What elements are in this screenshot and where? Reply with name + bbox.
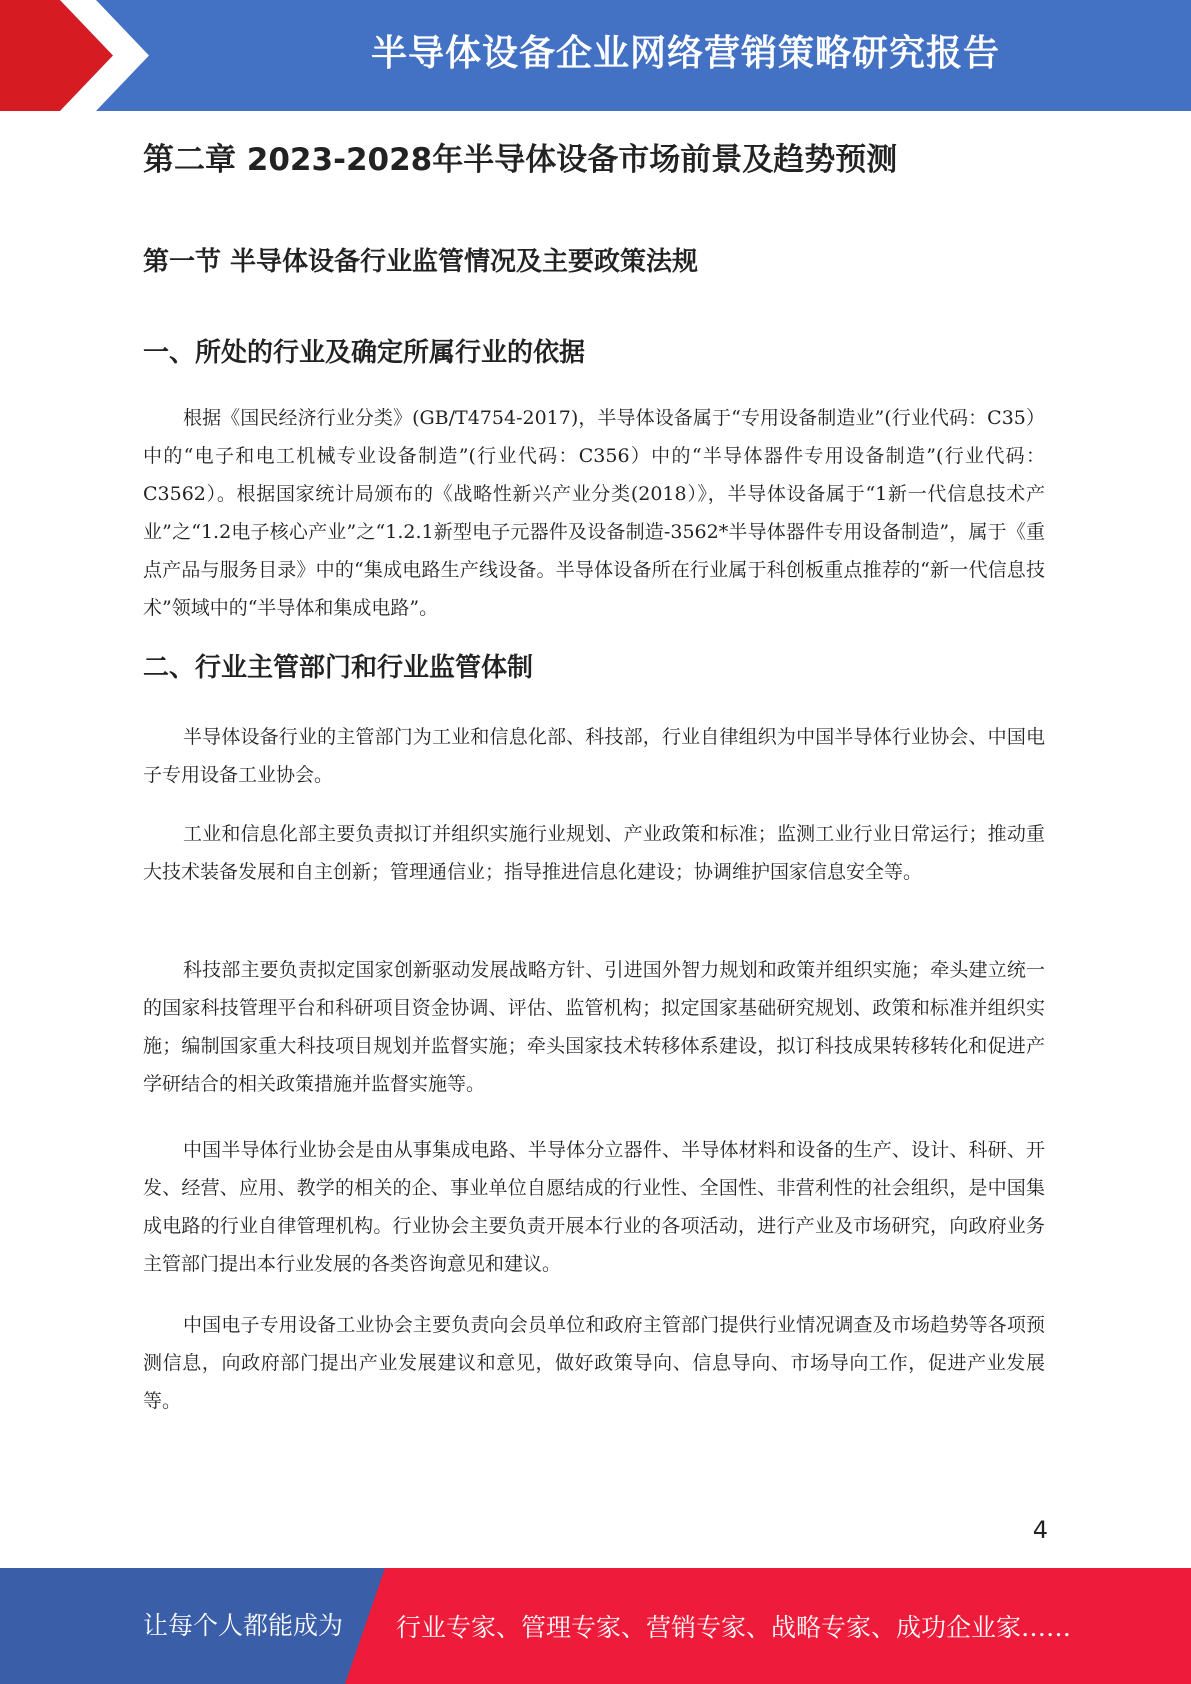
- section-title: 第一节 半导体设备行业监管情况及主要政策法规: [143, 247, 699, 277]
- page-footer: [0, 1568, 1191, 1684]
- subsection-title-1: 一、所处的行业及确定所属行业的依据: [143, 338, 586, 368]
- paragraph-miit: 工业和信息化部主要负责拟订并组织实施行业规划、产业政策和标准；监测工业行业日常运行；推动重大技术装备发展和自主创新；管理通信业；指导推进信息化建设；协调维护国家信息安全等。: [143, 823, 1045, 883]
- page-number: 4: [1032, 1516, 1048, 1544]
- report-title: 半导体设备企业网络营销策略研究报告: [370, 33, 1000, 74]
- chevron-arrow-icon: [0, 0, 160, 111]
- paragraph-industry-classification: 根据《国民经济行业分类》(GB/T4754-2017)，半导体设备属于“专用设备制造业”(行业代码：C35）中的“电子和电工机械专业设备制造”(行业代码：C356）中的“半导体器件专用设备制造”(行业代码：C3562）。根据国家统计局颁布的《战略性新兴产业分类(2018）》，半导体设备属于“1新一代信息技术产业”之“1.2电子核心产业”之“1.2.1新型电子元器件及设备制造-3562*半导体器件专用设备制造”，属于《重点产品与服务目录》中的“集成电路生产线设备。半导体设备所在行业属于科创板重点推荐的“新一代信息技术”领域中的“半导体和集成电路”。: [143, 407, 1045, 619]
- chapter-title: 第二章 2023-2028年半导体设备市场前景及趋势预测: [143, 142, 898, 178]
- paragraph-cepea: 中国电子专用设备工业协会主要负责向会员单位和政府主管部门提供行业情况调查及市场趋势等各项预测信息，向政府部门提出产业发展建议和意见，做好政策导向、信息导向、市场导向工作，促进产业发展等。: [143, 1314, 1045, 1412]
- subsection-title-2: 二、行业主管部门和行业监管体制: [143, 653, 534, 683]
- footer-slogan-left: 让每个人都能成为: [143, 1611, 344, 1640]
- page-header: [0, 0, 1191, 111]
- paragraph-csia: 中国半导体行业协会是由从事集成电路、半导体分立器件、半导体材料和设备的生产、设计、科研、开发、经营、应用、教学的相关的企、事业单位自愿结成的行业性、全国性、非营利性的社会组织，是中国集成电路的行业自律管理机构。行业协会主要负责开展本行业的各项活动，进行产业及市场研究，向政府业务主管部门提出本行业发展的各类咨询意见和建议。: [143, 1139, 1045, 1275]
- paragraph-regulators: 半导体设备行业的主管部门为工业和信息化部、科技部，行业自律组织为中国半导体行业协会、中国电子专用设备工业协会。: [143, 726, 1045, 786]
- footer-slogan-right: 行业专家、管理专家、营销专家、战略专家、成功企业家……: [396, 1613, 1072, 1642]
- paragraph-most: 科技部主要负责拟定国家创新驱动发展战略方针、引进国外智力规划和政策并组织实施；牵头建立统一的国家科技管理平台和科研项目资金协调、评估、监管机构；拟定国家基础研究规划、政策和标准并组织实施；编制国家重大科技项目规划并监督实施；牵头国家技术转移体系建设，拟订科技成果转移转化和促进产学研结合的相关政策措施并监督实施等。: [143, 959, 1045, 1095]
